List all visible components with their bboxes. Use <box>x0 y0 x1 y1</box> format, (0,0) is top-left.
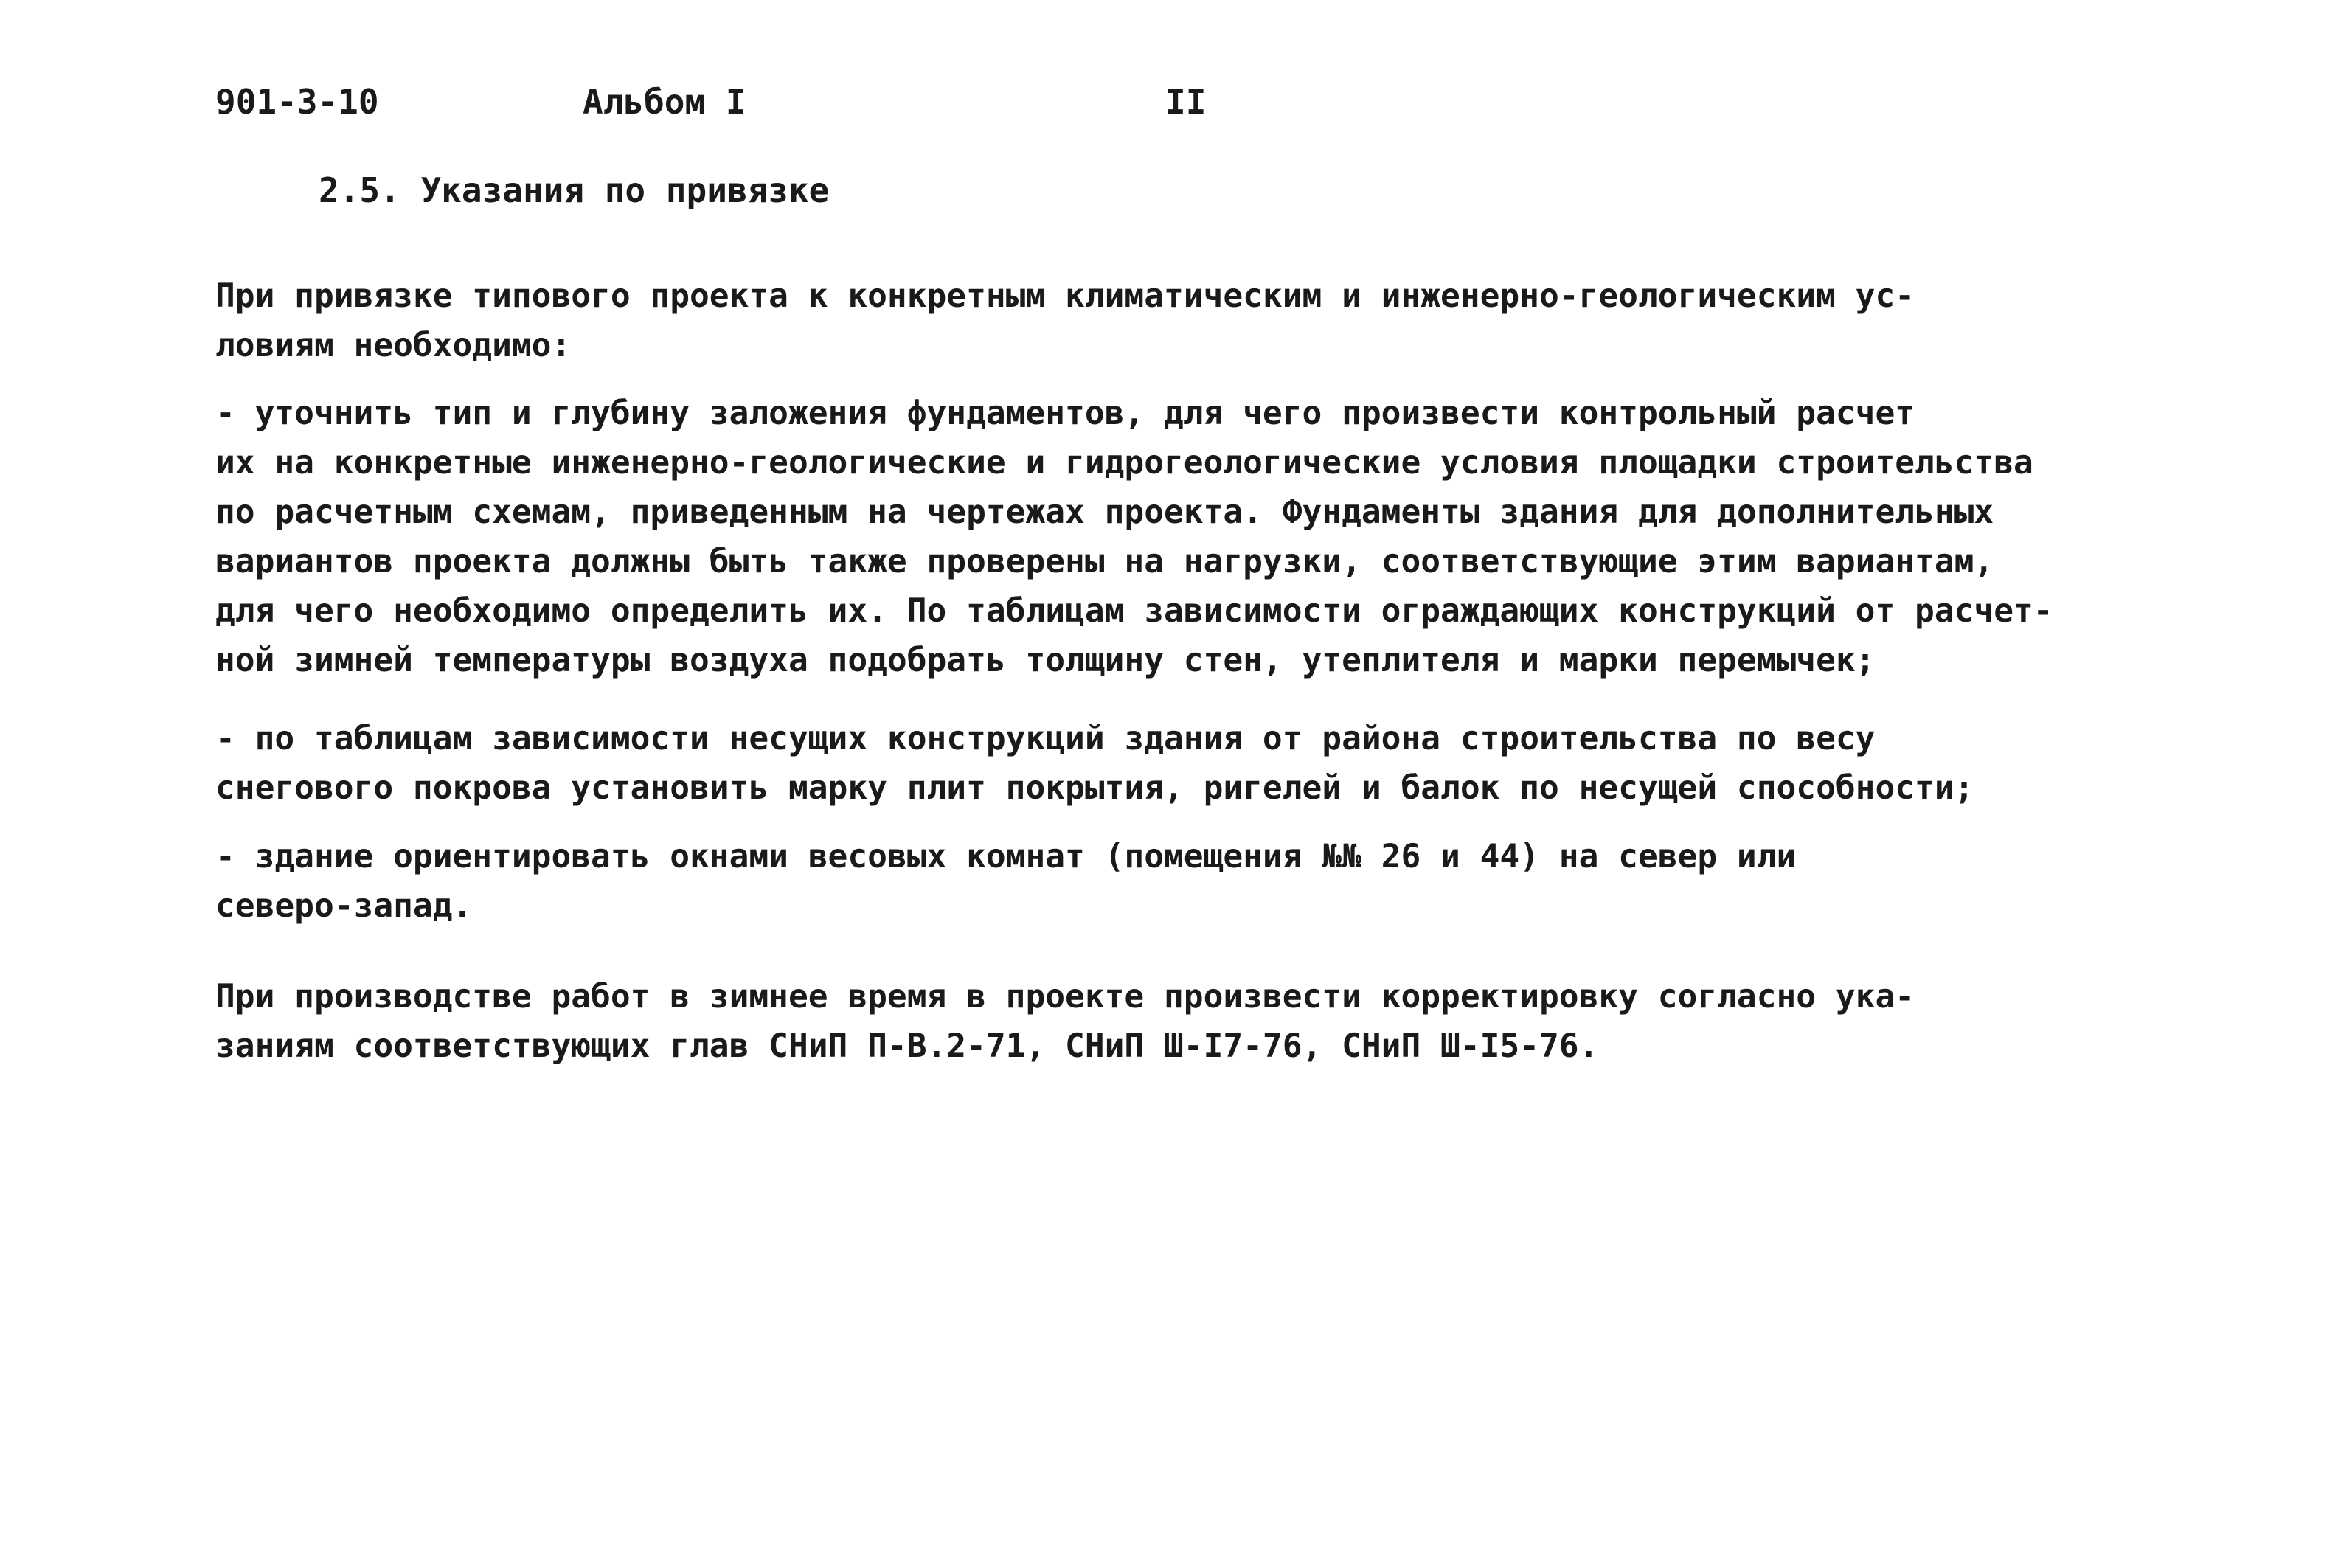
paragraph-winter-works: При производстве работ в зимнее время в проекте произвести корректировку согласно ука- заниям соответствующих глав СНиП П-В.2-71, СНиП Ш-I7-76, СНиП Ш-I5-76. <box>215 978 1915 1065</box>
page-number: II <box>1165 82 1207 122</box>
document-code: 901-3-10 <box>215 82 379 122</box>
paragraph-orientation: - здание ориентировать окнами весовых комнат (помещения №№ 26 и 44) на север или северо-запад. <box>215 838 1797 925</box>
paragraph-load-bearing: - по таблицам зависимости несущих конструкций здания от района строительства по весу снегового покрова установить марку плит покрытия, ригелей и балок по несущей способности; <box>215 720 1974 807</box>
paragraph-foundations: - уточнить тип и глубину заложения фундаментов, для чего произвести контрольный расчет их на конкретные инженерно-геологические и гидрогеологические условия площадки строительства по расчетным схемам, приведенным на чертежах проекта. Фундаменты здания для дополнительных вариантов проекта должны быть также проверены на нагрузки, соответствующие этим вариантам, для чего необходимо определить их. По таблицам зависимости ограждающих конструкций от расчет- ной зимней температуры воздуха подобрать толщину стен, утеплителя и марки перемычек; <box>215 395 2053 679</box>
album-label: Альбом I <box>583 82 746 122</box>
section-heading: 2.5. Указания по привязке <box>319 170 830 210</box>
paragraph-intro: При привязке типового проекта к конкретным климатическим и инженерно-геологическим ус- ловиям необходимо: <box>215 277 1915 364</box>
